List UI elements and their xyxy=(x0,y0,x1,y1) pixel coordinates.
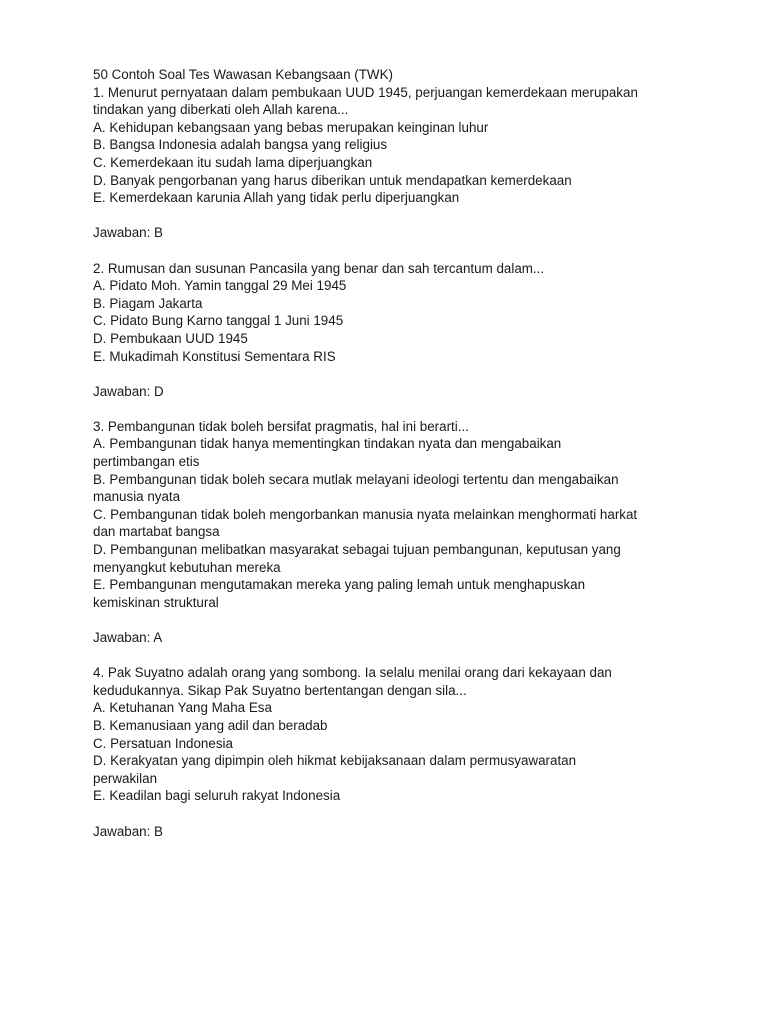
document-title: 50 Contoh Soal Tes Wawasan Kebangsaan (TWK) xyxy=(93,67,393,82)
option-text: C. Pidato Bung Karno tanggal 1 Juni 1945 xyxy=(93,313,344,329)
option-text: C. Persatuan Indonesia xyxy=(93,735,233,751)
question-block xyxy=(93,418,693,664)
spacer xyxy=(93,805,693,823)
answer-text: Jawaban: D xyxy=(93,383,164,399)
option-text: D. Banyak pengorbanan yang harus diberikan untuk mendapatkan kemerdekaan xyxy=(93,172,572,188)
option-text: A. Pembangunan tidak hanya mementingkan tindakan nyata dan mengabaikan xyxy=(93,436,562,452)
option-text: D. Pembukaan UUD 1945 xyxy=(93,330,248,346)
question-text: 3. Pembangunan tidak boleh bersifat pragmatis, hal ini berarti... xyxy=(93,418,469,434)
question-text: 4. Pak Suyatno adalah orang yang sombong. Ia selalu menilai orang dari kekayaan dan xyxy=(93,665,612,681)
spacer xyxy=(93,647,693,665)
spacer xyxy=(93,365,693,383)
option-text: E. Keadilan bagi seluruh rakyat Indonesia xyxy=(93,788,341,804)
answer-text: Jawaban: A xyxy=(93,630,163,645)
option-text: E. Kemerdekaan karunia Allah yang tidak perlu diperjuangkan xyxy=(93,190,460,206)
answer-text: Jawaban: B xyxy=(93,225,163,241)
question-text: tindakan yang diberkati oleh Allah karena... xyxy=(93,102,349,118)
option-text: C. Kemerdekaan itu sudah lama diperjuangkan xyxy=(93,154,373,170)
question-block xyxy=(93,260,693,418)
option-text: A. Ketuhanan Yang Maha Esa xyxy=(93,700,272,716)
option-text: kemiskinan struktural xyxy=(93,594,219,610)
option-text: perwakilan xyxy=(93,770,158,786)
option-text: manusia nyata xyxy=(93,489,181,505)
option-text: dan martabat bangsa xyxy=(93,524,220,540)
spacer xyxy=(93,611,693,629)
answer-text: Jawaban: B xyxy=(93,823,163,839)
option-text: B. Pembangunan tidak boleh secara mutlak melayani ideologi tertentu dan mengabaikan xyxy=(93,471,619,487)
question-text: 2. Rumusan dan susunan Pancasila yang benar dan sah tercantum dalam... xyxy=(93,260,545,276)
option-text: E. Pembangunan mengutamakan mereka yang paling lemah untuk menghapuskan xyxy=(93,577,586,593)
option-text: pertimbangan etis xyxy=(93,454,200,470)
option-text: A. Pidato Moh. Yamin tanggal 29 Mei 1945 xyxy=(93,278,347,294)
spacer xyxy=(93,242,693,260)
option-text: B. Kemanusiaan yang adil dan beradab xyxy=(93,717,328,733)
document-body xyxy=(93,66,693,840)
question-block xyxy=(93,664,693,840)
question-text: kedudukannya. Sikap Pak Suyatno bertentangan dengan sila... xyxy=(93,682,467,698)
option-text: C. Pembangunan tidak boleh mengorbankan manusia nyata melainkan menghormati harkat xyxy=(93,506,638,522)
option-text: D. Pembangunan melibatkan masyarakat sebagai tujuan pembangunan, keputusan yang xyxy=(93,542,621,558)
option-text: B. Bangsa Indonesia adalah bangsa yang religius xyxy=(93,137,388,153)
question-text: 1. Menurut pernyataan dalam pembukaan UUD 1945, perjuangan kemerdekaan merupakan xyxy=(93,84,638,100)
spacer xyxy=(93,400,693,418)
option-text: A. Kehidupan kebangsaan yang bebas merupakan keinginan luhur xyxy=(93,119,489,135)
spacer xyxy=(93,207,693,225)
option-text: B. Piagam Jakarta xyxy=(93,295,203,311)
option-text: D. Kerakyatan yang dipimpin oleh hikmat kebijaksanaan dalam permusyawaratan xyxy=(93,753,577,769)
question-block xyxy=(93,84,693,260)
option-text: E. Mukadimah Konstitusi Sementara RIS xyxy=(93,348,336,364)
option-text: menyangkut kebutuhan mereka xyxy=(93,559,281,575)
